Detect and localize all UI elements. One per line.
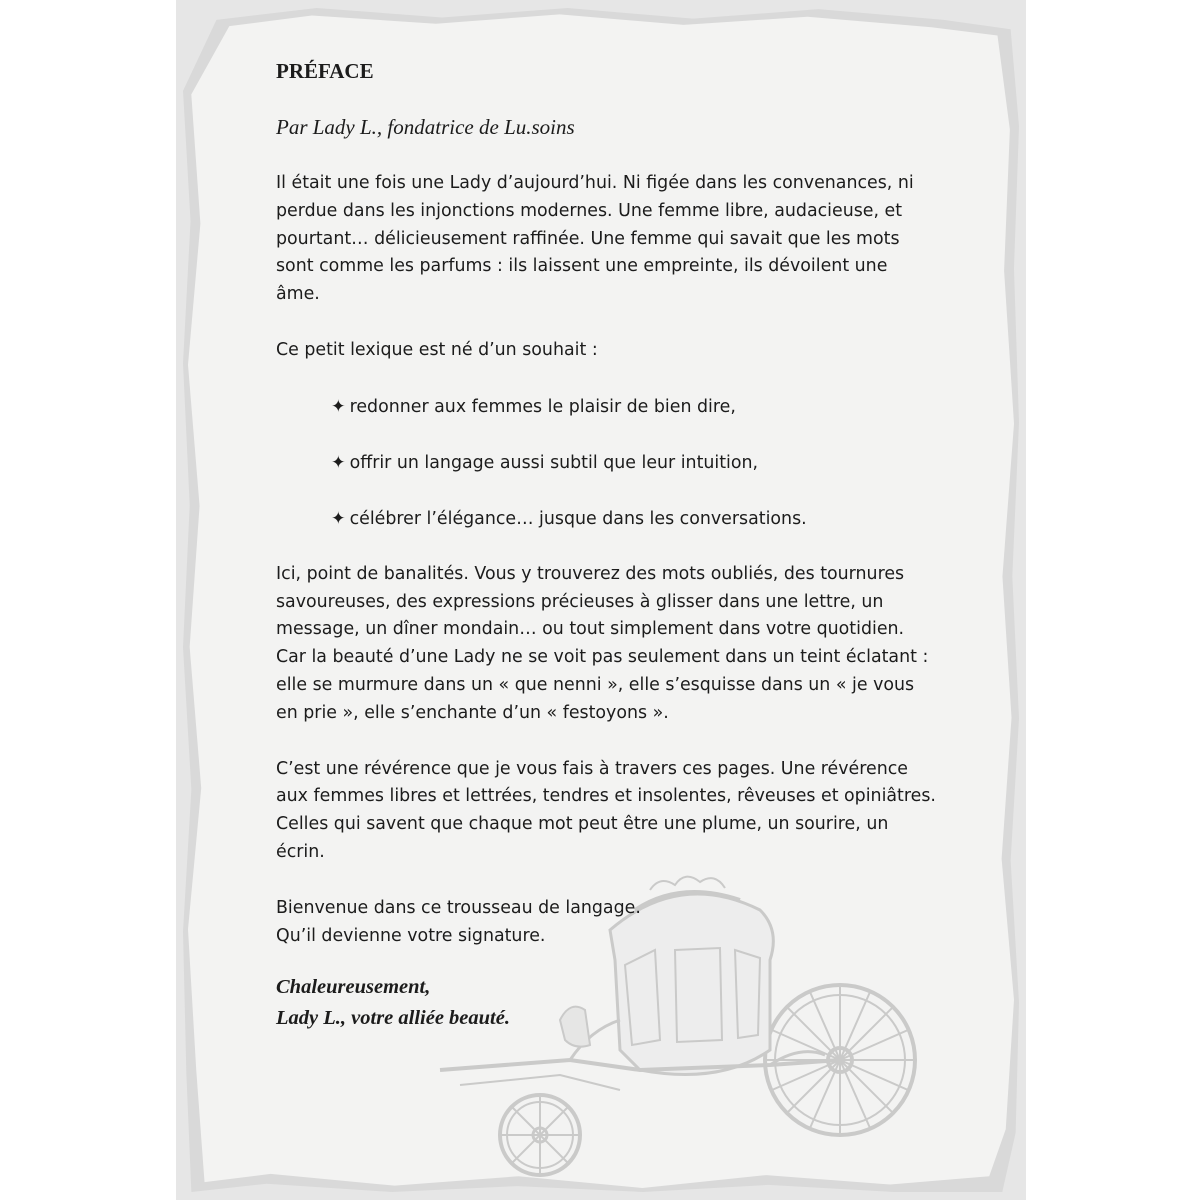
list-item (331, 505, 936, 533)
list-item (331, 393, 936, 421)
list-item-text: offrir un langage aussi subtil que leur intuition, (349, 452, 759, 473)
closing-greeting: Chaleureusement, (276, 976, 431, 999)
list-item (331, 449, 936, 477)
star-bullet-icon: ✦ (331, 508, 346, 529)
author-subtitle: Par Lady L., fondatrice de Lu.soins (276, 115, 575, 139)
reverence-paragraph: C’est une révérence que je vous fais à travers ces pages. Une révérence aux femmes libres et lettrées, tendres et insolentes, rêveuses et opiniâtres. Celles qui savent que chaque mot peut être une plume, un sourire, un écrin. (276, 758, 936, 862)
signature-line: Qu’il devienne votre signature. (276, 925, 546, 946)
closing-signature (276, 972, 936, 1034)
welcome-paragraph (276, 895, 936, 951)
wish-list (276, 393, 936, 533)
list-item-text: célébrer l’élégance… jusque dans les conversations. (349, 508, 807, 529)
closing-author: Lady L., votre alliée beauté. (276, 1007, 510, 1030)
intro-paragraph: Il était une fois une Lady d’aujourd’hui. Ni figée dans les convenances, ni perdue dans les injonctions modernes. Une femme libre, audacieuse, et pourtant… délicieusement raffinée. Une femme qui savait que les mots sont comme les parfums : ils laissent une empreinte, ils dévoilent une âme. (276, 173, 914, 305)
star-bullet-icon: ✦ (331, 452, 346, 473)
description-paragraph: Ici, point de banalités. Vous y trouverez des mots oubliés, des tournures savoureuses, des expressions précieuses à glisser dans une lettre, un message, un dîner mondain… ou tout simplement dans votre quotidien. Car la beauté d’une Lady ne se voit pas seulement dans un teint éclatant : elle se murmure dans un « que nenni », elle s’esquisse dans un « je vous en prie », elle s’enchante d’un « festoyons ». (276, 563, 929, 723)
page-title: PRÉFACE (276, 59, 374, 83)
welcome-line: Bienvenue dans ce trousseau de langage. (276, 897, 641, 918)
preface-content (276, 56, 936, 1034)
star-bullet-icon: ✦ (331, 396, 346, 417)
wish-paragraph: Ce petit lexique est né d’un souhait : (276, 339, 598, 360)
list-item-text: redonner aux femmes le plaisir de bien dire, (349, 396, 736, 417)
